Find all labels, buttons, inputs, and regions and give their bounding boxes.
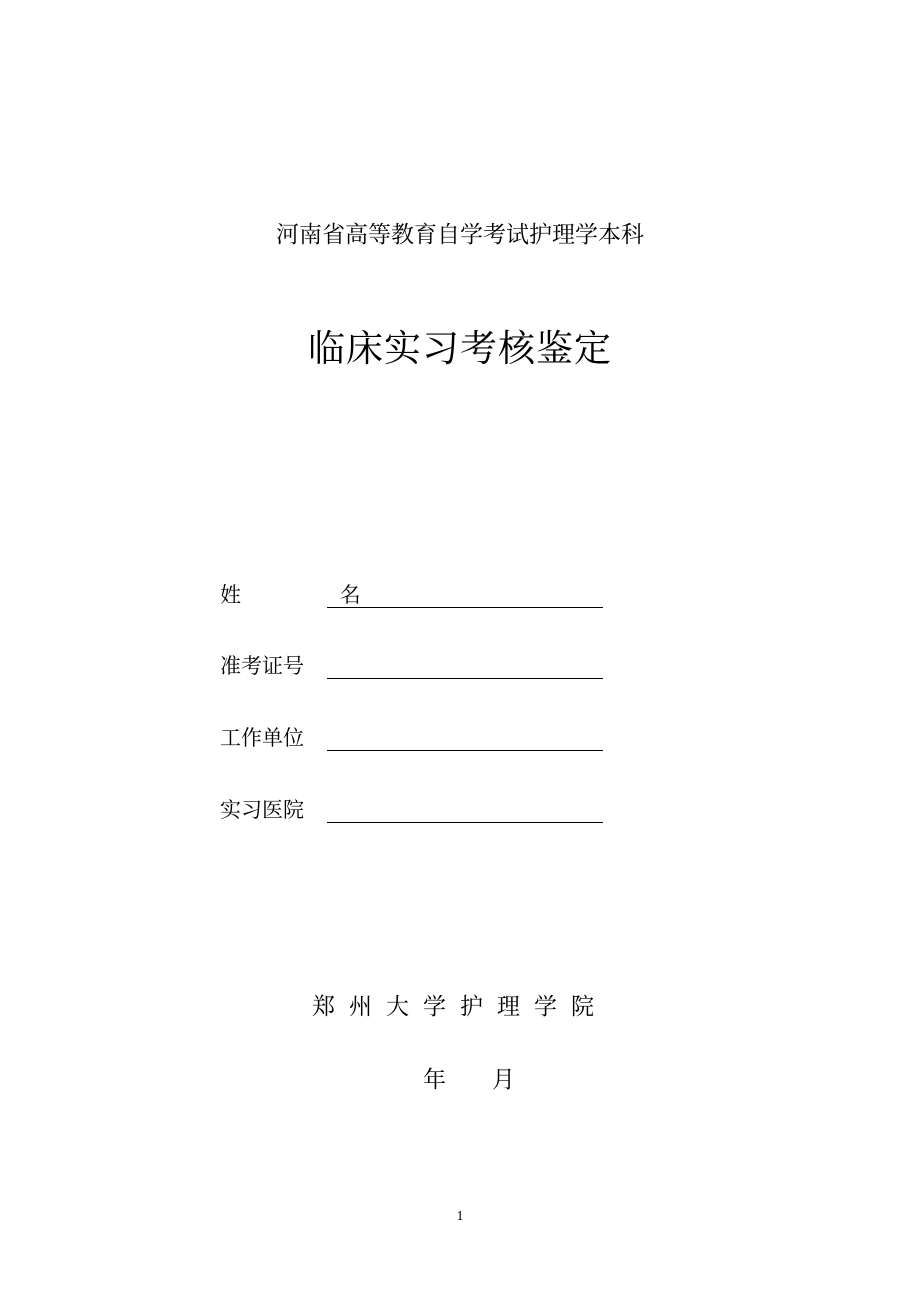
field-work-unit-label: 工作单位 xyxy=(220,726,304,750)
document-title: 临床实习考核鉴定 xyxy=(308,327,612,370)
page-number: 1 xyxy=(456,1209,464,1224)
field-name xyxy=(220,580,620,614)
field-hospital-line xyxy=(327,822,603,823)
exam-subtitle: 河南省高等教育自学考试护理学本科 xyxy=(276,222,644,248)
field-hospital xyxy=(220,795,620,829)
year-label: 年 xyxy=(423,1067,446,1093)
field-exam-id xyxy=(220,651,620,685)
field-exam-id-label: 准考证号 xyxy=(220,654,304,678)
field-name-label: 姓 名 xyxy=(220,583,407,607)
date-line xyxy=(423,1061,515,1094)
field-name-line xyxy=(327,607,603,608)
field-work-unit xyxy=(220,723,620,757)
field-hospital-label: 实习医院 xyxy=(220,798,304,822)
field-exam-id-line xyxy=(327,678,603,679)
school-name: 郑州大学护理学院 xyxy=(312,994,608,1020)
field-work-unit-line xyxy=(327,750,603,751)
month-label: 月 xyxy=(492,1067,515,1093)
